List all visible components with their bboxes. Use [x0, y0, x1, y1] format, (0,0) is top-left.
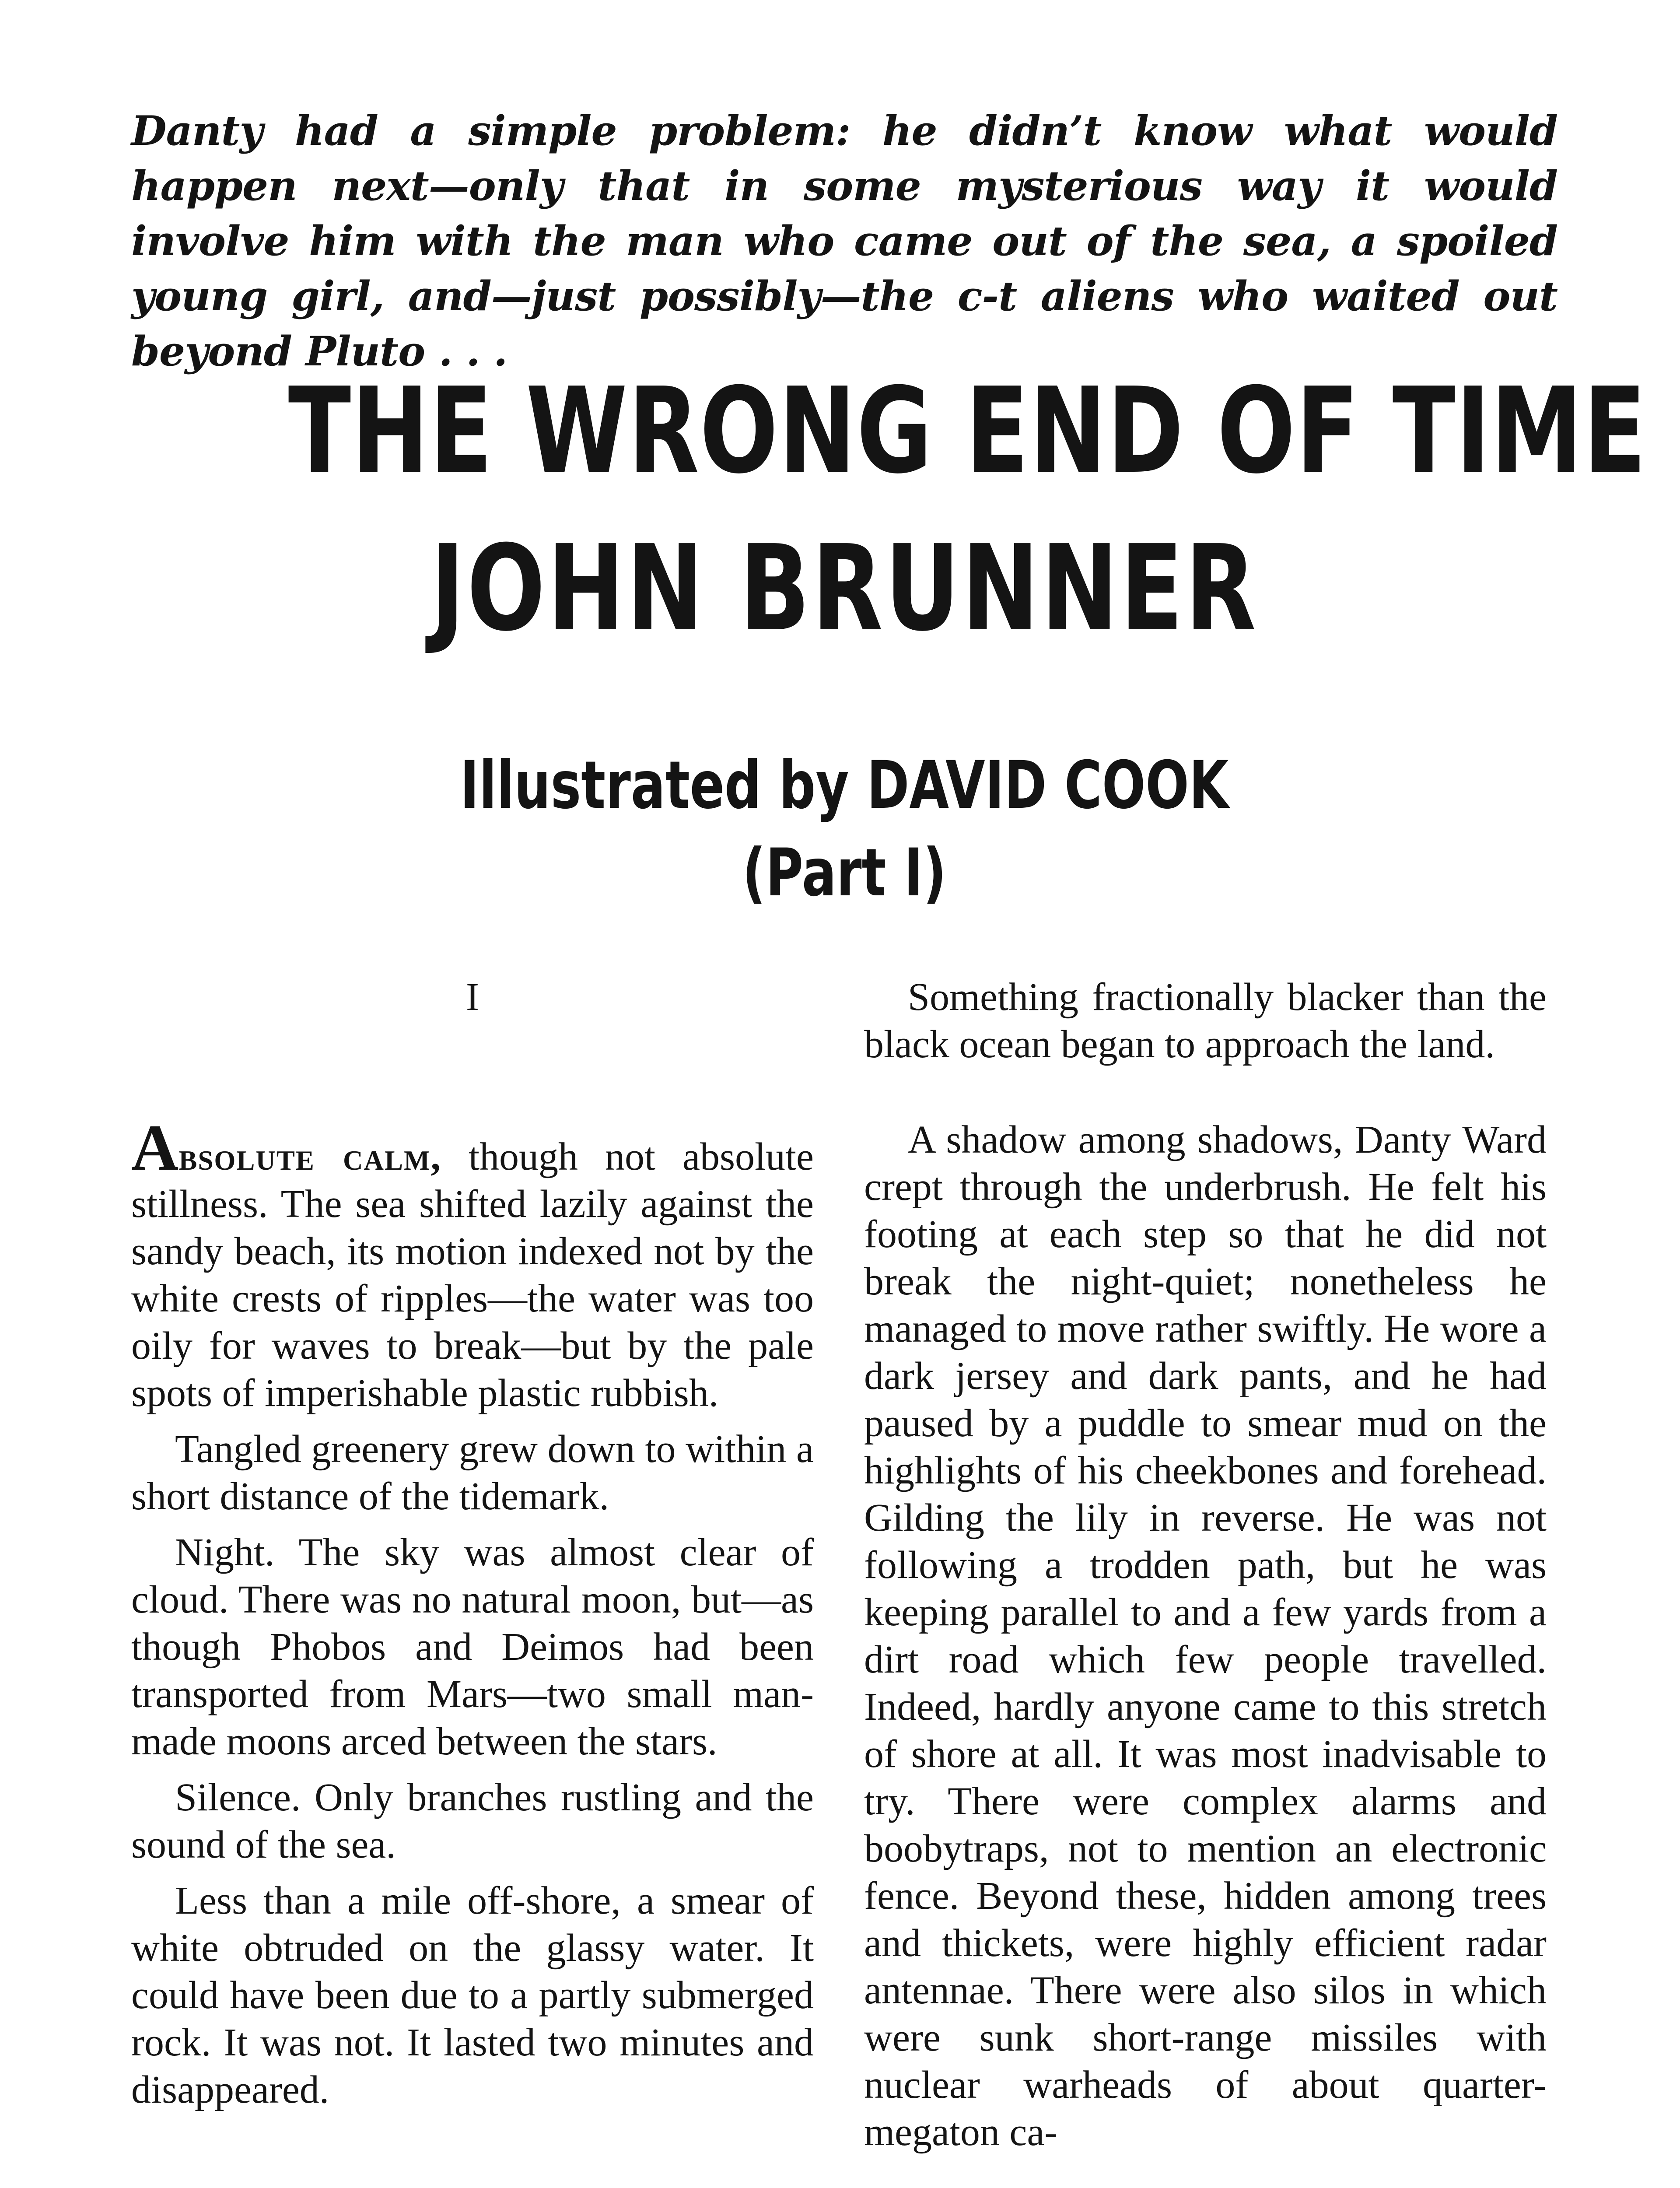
right-column — [864, 974, 1547, 2165]
opening-small-caps: bsolute calm, — [178, 1135, 441, 1178]
opening-text: though not absolute stillness. The sea shifted lazily against the sandy beach, its motion indexed not by the white crests of ripples—the water was too oily for waves to break—but by the pale spots of imperishable plastic rubbish. — [131, 1135, 814, 1415]
section-number: I — [466, 975, 479, 1019]
drop-cap: A — [131, 1112, 179, 1184]
part-label: (Part I) — [742, 835, 947, 911]
author-name: JOHN BRUNNER — [430, 519, 1258, 657]
paragraph: A shadow among shadows, Danty Ward crept through the underbrush. He felt his footing at each step so that he did not break the night-quiet; nonetheless he managed to move rather swiftly. He wore a dark jersey and dark pants, and he had paused by a puddle to smear mud on the highlights of his cheekbones and forehead. Gilding the lily in reverse. He was not following a trodden path, but he was keeping parallel to and a few yards from a dirt road which few people travelled. Indeed, hardly anyone came to this stretch of shore at all. It was most inadvisable to try. There were complex alarms and boobytraps, not to mention an electronic fence. Beyond these, hidden among trees and thickets, were highly efficient radar antennae. There were also silos in which were sunk short-range missiles with nuclear warheads of about quarter-megaton ca- — [864, 1118, 1547, 2154]
paragraph: Night. The sky was almost clear of cloud. There was no natural moon, but—as though Phobos and Deimos had been transported from Mars—two small man-made moons arced between the stars. — [131, 1531, 814, 1763]
paragraph: Silence. Only branches rustling and the sound of the sea. — [131, 1776, 814, 1866]
story-title: THE WRONG END OF TIME — [288, 362, 1647, 500]
story-teaser: Danty had a simple problem: he didn’t know what would happen next—only that in some mysterious way it would involve him with the man who came out of the sea, a spoiled young girl, and—just possibly—the c-t aliens who waited out beyond Pluto . . . — [131, 107, 1558, 375]
illustrator-credit: Illustrated by DAVID COOK — [460, 747, 1229, 824]
opening-paragraph — [131, 1112, 814, 1417]
paragraph: Less than a mile off-shore, a smear of white obtruded on the glassy water. It could have been due to a partly submerged rock. It was not. It lasted two minutes and disappeared. — [131, 1879, 814, 2111]
paragraph: Tangled greenery grew down to within a short distance of the tidemark. — [131, 1427, 814, 1518]
paragraph: Something fractionally blacker than the black ocean began to approach the land. — [864, 975, 1547, 1066]
left-column — [131, 974, 814, 2122]
